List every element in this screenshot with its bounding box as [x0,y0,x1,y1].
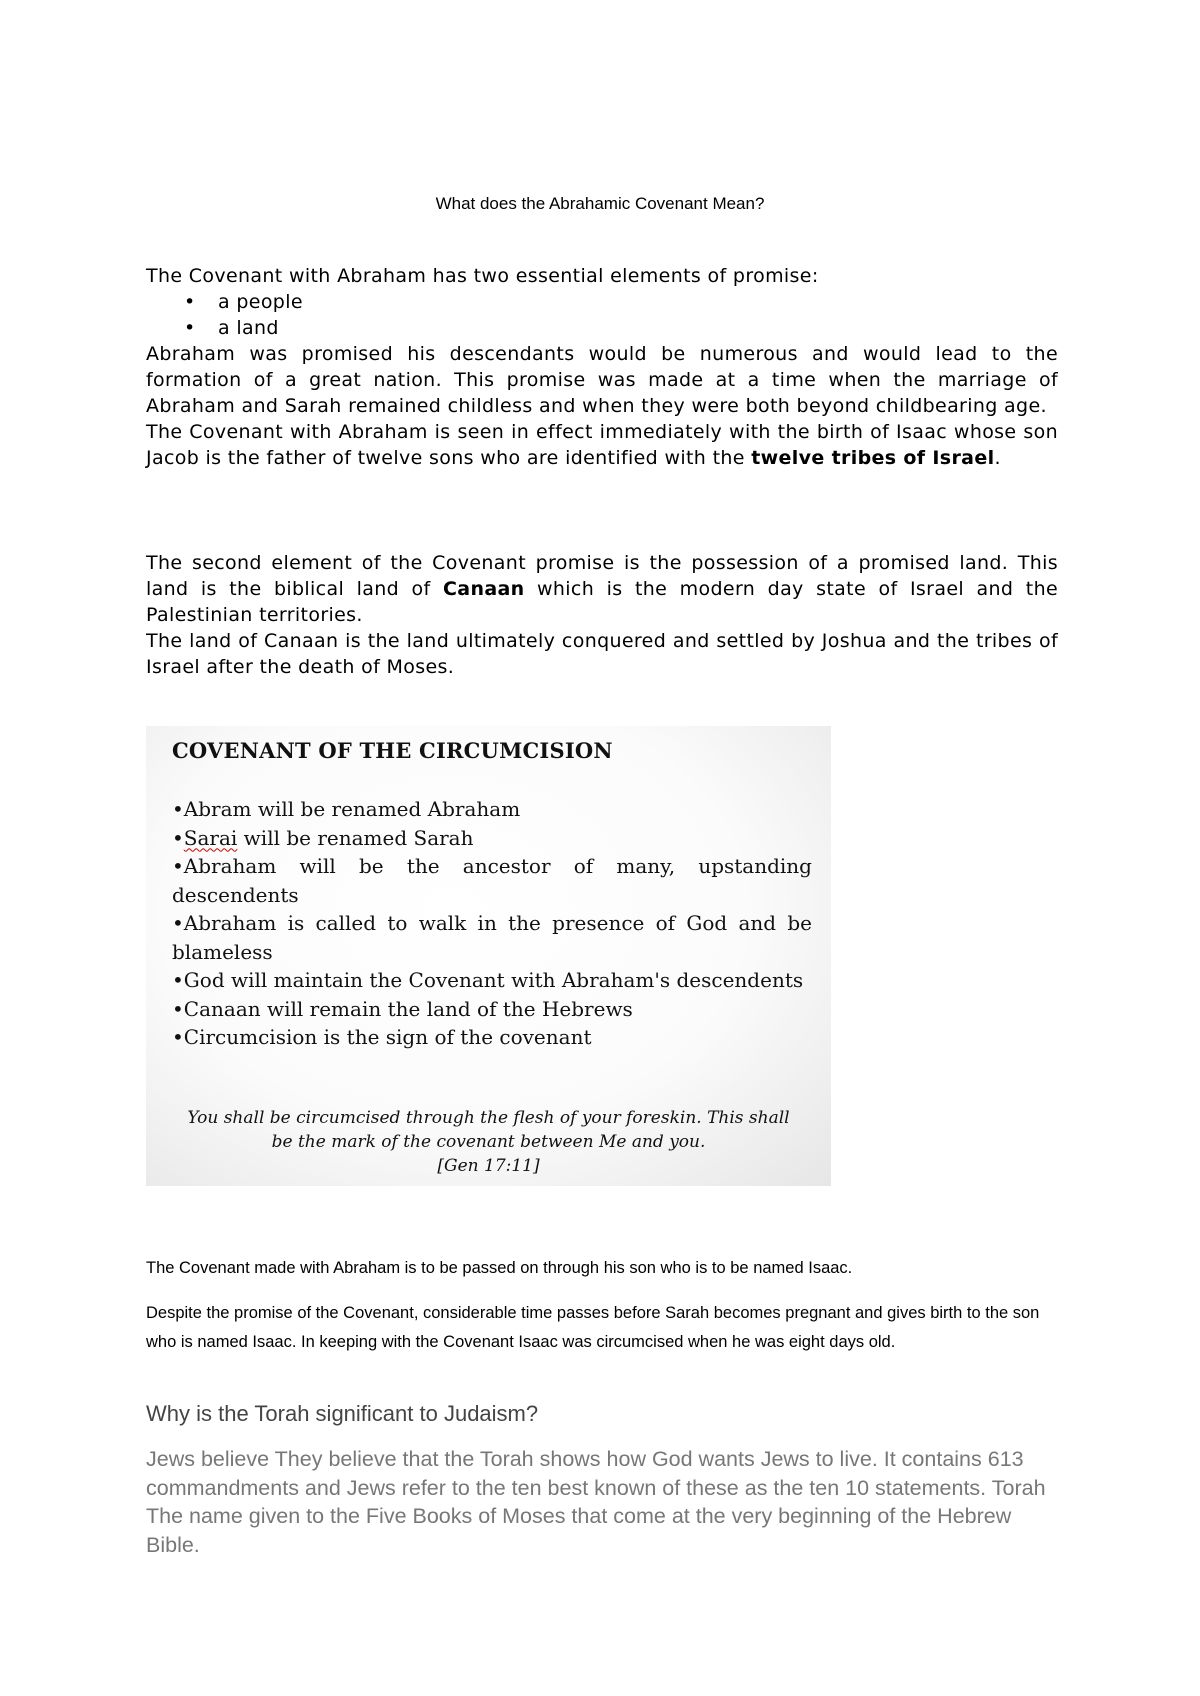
list-item: • a people [184,291,303,313]
page-title: What does the Abrahamic Covenant Mean? [435,194,765,213]
scripture-reference: [Gen 17:11] [437,1156,540,1176]
spellcheck-word: Sarai [183,825,238,850]
promise-list [146,289,1058,341]
scripture-quote: You shall be circumcised through the flesh of your foreskin. This shall be the mark of the covenant between Me and you. [Gen 17:11] [166,1106,811,1178]
figure-list [172,795,812,1052]
torah-heading: Why is the Torah significant to Judaism? [146,1401,539,1426]
list-item: •Abraham will be the ancestor of many, upstanding descendents [172,854,812,907]
list-item: • a land [184,317,279,339]
joshua-paragraph: The land of Canaan is the land ultimately conquered and settled by Joshua and the tribes of Israel after the death of Moses. [146,630,1058,678]
canaan-bold: Canaan [442,578,525,600]
sarah-pregnant-section: Despite the promise of the Covenant, considerable time passes before Sarah becomes pregnant and gives birth to the son who is named Isaac. In keeping with the Covenant Isaac was circumcised when he was eight days old. [146,1304,1040,1351]
list-item: •Abram will be renamed Abraham [172,797,521,821]
bullet-icon: • [184,291,196,313]
list-item: •Abraham is called to walk in the presence of God and be blameless [172,911,812,964]
bullet-icon: • [184,317,196,339]
torah-paragraph: Jews believe They believe that the Torah shows how God wants Jews to live. It contains 613 commandments and Jews refer to the ten best known of these as the ten 10 statements. Torah The name given to the Five Books of Moses that come at the very beginning of the Hebrew Bible. [146,1447,1046,1557]
list-item: •God will maintain the Covenant with Abraham's descendents [172,968,804,992]
isaac-passed-on-section: The Covenant made with Abraham is to be passed on through his son who is to be named Isaac. [146,1259,853,1277]
covenant-intro-section [146,263,1058,471]
descendants-paragraph: Abraham was promised his descendants would be numerous and would lead to the formation of a great nation. This promise was made at a time when the marriage of Abraham and Sarah remained childless and when they were both beyond childbearing age. [146,343,1058,417]
land-paragraph: The second element of the Covenant promise is the possession of a promised land. This land is the biblical land of Canaan which is the modern day state of Israel and the Palestinian territories. [146,552,1058,626]
promised-land-section [146,550,1058,680]
twelve-tribes-bold: twelve tribes of Israel [751,447,995,469]
list-item: •Sarai will be renamed Sarah [172,825,474,850]
list-item: •Circumcision is the sign of the covenant [172,1025,592,1049]
isaac-paragraph: The Covenant with Abraham is seen in effect immediately with the birth of Isaac whose son Jacob is the father of twelve sons who are identified with the twelve tribes of Israel. [146,421,1058,469]
list-item: •Canaan will remain the land of the Hebrews [172,996,633,1021]
figure-heading: COVENANT OF THE CIRCUMCISION [172,738,613,763]
intro-lead: The Covenant with Abraham has two essential elements of promise: [146,265,819,287]
covenant-figure [146,726,831,1186]
